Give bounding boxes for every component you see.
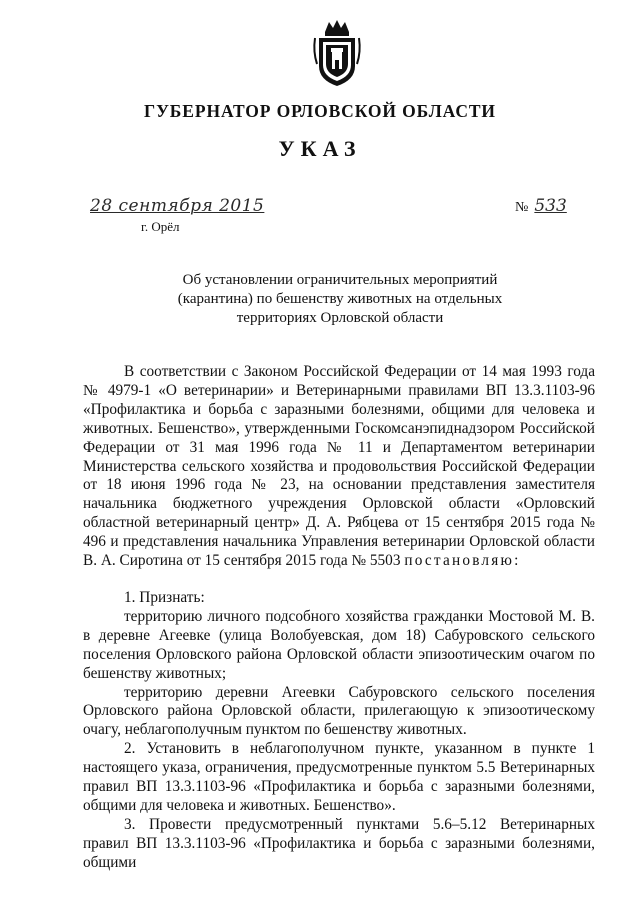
handwritten-date: 28 сентября 2015 bbox=[90, 196, 265, 216]
preamble-text: В соответствии с Законом Российской Федерации от 14 мая 1993 года № 4979-1 «О ветеринарии» и Ветеринарными правилами ВП 13.3.1103-96 «Профилактика и борьба с заразными болезнями, общими для человека и животных. Бешенство», утвержденными Госкомсанэпиднадзором Российской Федерации от 31 мая 1996 года № 11 и Департаментом ветеринарии Министерства сельского хозяйства и продовольствия Российской Федерации от 18 июня 1996 года № 23, на основании представления заместителя начальника бюджетного учреждения Орловской области «Орловский областной ветеринарный центр» Д. А. Рябцева от 15 сентября 2015 года № 496 и представления начальника Управления ветеринарии Орловской области В. А. Сиротина от 15 сентября 2015 года № 5503 bbox=[83, 363, 595, 570]
number-sign: № bbox=[515, 200, 529, 215]
decree-body bbox=[83, 363, 595, 873]
document-type: УКАЗ bbox=[278, 136, 362, 161]
title-line: территориях Орловской области bbox=[236, 310, 444, 326]
coat-of-arms-icon bbox=[311, 18, 363, 88]
title-line: (карантина) по бешенству животных на отдельных bbox=[177, 291, 503, 307]
decree-word: постановляю: bbox=[404, 552, 521, 570]
authority-title: ГУБЕРНАТОР ОРЛОВСКОЙ ОБЛАСТИ bbox=[144, 101, 496, 121]
clause-1-item-a: территорию личного подсобного хозяйства гражданки Мостовой М. В. в деревне Агеевке (улица Волобуевская, дом 18) Сабуровского сельского поселения Орловского района Орловской области эпизоотическим очагом по бешенству животных; bbox=[83, 607, 595, 682]
clause-1-item-b: территорию деревни Агеевки Сабуровского сельского поселения Орловского района Орловской области, прилегающую к эпизоотическому очагу, неблагополучным пунктом по бешенству животных. bbox=[83, 683, 595, 739]
clause-1-heading: 1. Признать: bbox=[124, 588, 205, 606]
document-number bbox=[515, 196, 567, 216]
title-line: Об установлении ограничительных мероприятий bbox=[182, 272, 498, 288]
clause-2: 2. Установить в неблагополучном пункте, указанном в пункте 1 настоящего указа, ограничения, предусмотренные пунктом 5.5 Ветеринарных правил ВП 13.3.1103-96 «Профилактика и борьба с заразными болезнями, общими для человека и животных. Бешенство». bbox=[83, 740, 595, 814]
city-label: г. Орёл bbox=[141, 219, 180, 234]
decree-title bbox=[80, 271, 600, 328]
clause-3: 3. Провести предусмотренный пунктами 5.6–5.12 Ветеринарных правил ВП 13.3.1103-96 «Профилактика и борьба с заразными болезнями, общими bbox=[83, 815, 595, 871]
preamble-paragraph bbox=[83, 363, 595, 571]
handwritten-number: 533 bbox=[534, 196, 567, 216]
